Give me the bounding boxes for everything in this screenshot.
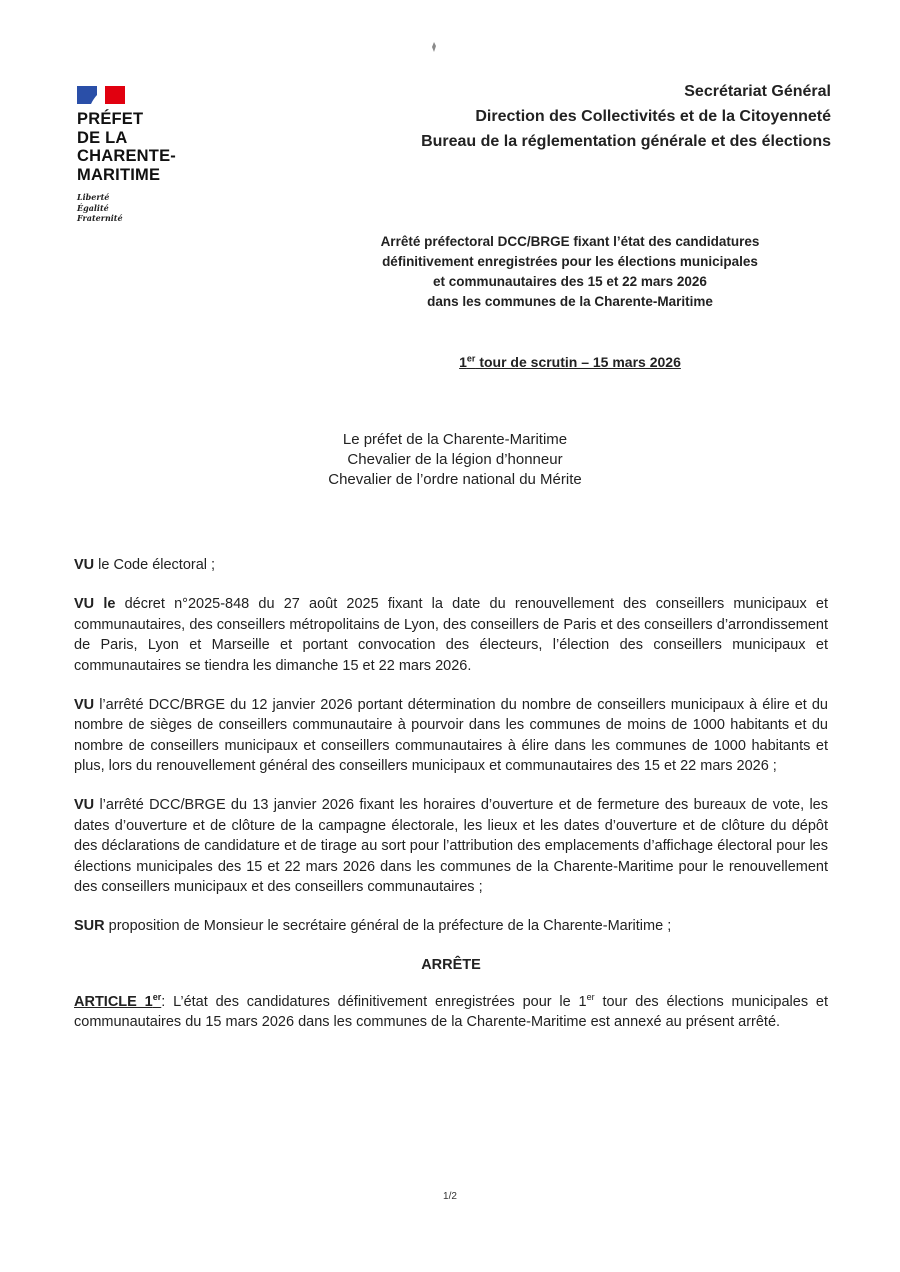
- vu-text: le Code électoral ;: [94, 557, 216, 573]
- motto-liberte: Liberté: [77, 192, 110, 202]
- article-text-sup: er: [586, 991, 595, 1002]
- decree-title-line-3: et communautaires des 15 et 22 mars 2026: [433, 274, 707, 289]
- decree-title: [300, 232, 840, 312]
- marianne-flag-icon: [77, 86, 125, 104]
- vu-decret: [74, 594, 828, 676]
- decree-title-line-1: Arrêté préfectoral DCC/BRGE fixant l’état des candidatures: [380, 234, 760, 249]
- vu-arrete-12-janvier: [74, 695, 828, 777]
- logo-title: [77, 110, 207, 184]
- header-line-1: Secrétariat Général: [684, 83, 831, 100]
- sur-text: proposition de Monsieur le secrétaire général de la préfecture de la Charente-Maritime ;: [104, 918, 672, 934]
- logo-line-1: PRÉFET: [77, 110, 144, 128]
- sur-lead: SUR: [74, 918, 105, 934]
- vu-lead: VU le: [74, 596, 116, 612]
- article-label-text: ARTICLE 1: [74, 993, 153, 1010]
- prefect-line-1: Le préfet de la Charente-Maritime: [342, 431, 568, 448]
- motto-egalite: Égalité: [77, 202, 109, 213]
- vu-lead: VU: [74, 797, 95, 813]
- header-line-2: Direction des Collectivités et de la Citoyenneté: [475, 108, 831, 125]
- prefect-titles: [260, 430, 650, 490]
- scan-mark: [431, 42, 437, 52]
- prefecture-logo: [77, 86, 207, 224]
- tour-number: 1: [459, 354, 467, 370]
- logo-line-2: DE LA: [77, 128, 128, 147]
- article-label: [74, 991, 162, 1010]
- logo-line-4: MARITIME: [77, 165, 161, 184]
- article-label-sup: er: [152, 991, 162, 1002]
- article-1: [74, 992, 828, 1033]
- vu-code-electoral: [74, 555, 828, 576]
- ballot-round-heading: [300, 354, 840, 370]
- vu-text: décret n°2025-848 du 27 août 2025 fixant la date du renouvellement des conseillers municipaux et communautaires, des conseillers métropolitains de Lyon, des conseillers de Paris et des conseillers d’arrondissement de Paris, Lyon et Marseille et portant convocation des électeurs, l’élection des conseillers municipaux et communautaires se tiendra les dimanche 15 et 22 mars 2026.: [74, 596, 829, 674]
- prefect-line-3: Chevalier de l’ordre national du Mérite: [328, 471, 582, 488]
- logo-line-3: CHARENTE-: [77, 147, 176, 165]
- tour-rest: tour de scrutin – 15 mars 2026: [475, 354, 681, 370]
- vu-text: l’arrêté DCC/BRGE du 12 janvier 2026 portant détermination du nombre de conseillers municipaux à élire et du nombre de sièges de conseillers communautaire à pourvoir dans les communes de moins de 1000 habitants et du nombre de conseillers municipaux et conseillers communautaires à élire dans les communes de 1000 habitants et plus, lors du renouvellement général des conseillers municipaux et communautaires des 15 et 22 mars 2026 ;: [74, 696, 828, 774]
- prefect-line-2: Chevalier de la légion d’honneur: [347, 451, 563, 468]
- article-text-a: L’état des candidatures définitivement enregistrées pour le 1: [165, 993, 587, 1010]
- header-line-3: Bureau de la réglementation générale et des élections: [421, 133, 831, 150]
- article-colon: :: [161, 993, 166, 1010]
- page-number: 1/2: [443, 1191, 457, 1202]
- decree-title-line-4: dans les communes de la Charente-Maritime: [427, 294, 713, 309]
- service-header: [421, 79, 831, 154]
- article-text-b: tour des élections municipales et communautaires du 15 mars 2026 dans les communes de la Charente-Maritime est annexé au présent arrêté.: [74, 993, 829, 1030]
- tour-number-suffix: er: [466, 353, 476, 364]
- vu-text: l’arrêté DCC/BRGE du 13 janvier 2026 fixant les horaires d’ouverture et de fermeture des bureaux de vote, les dates d’ouverture et de clôture de la campagne électorale, les lieux et les dates d’ouverture et de clôture du dépôt des déclarations de candidature et de tirage au sort pour l’attribution des emplacements d’affichage électoral pour les élections municipales des 15 et 22 mars 2026 dans les communes de la Charente-Maritime pour le renouvellement des conseillers municipaux et des conseillers communautaires ;: [74, 797, 828, 895]
- decree-title-line-2: définitivement enregistrées pour les élections municipales: [382, 254, 758, 269]
- arrete-heading: ARRÊTE: [421, 957, 481, 973]
- sur-proposition: [74, 916, 828, 937]
- vu-arrete-13-janvier: [74, 795, 828, 898]
- flag-red-band: [105, 86, 125, 104]
- republic-motto: [77, 192, 207, 224]
- decree-body: [74, 555, 828, 1051]
- vu-lead: VU: [74, 557, 95, 573]
- motto-fraternite: Fraternité: [77, 213, 123, 223]
- vu-lead: VU: [74, 696, 95, 713]
